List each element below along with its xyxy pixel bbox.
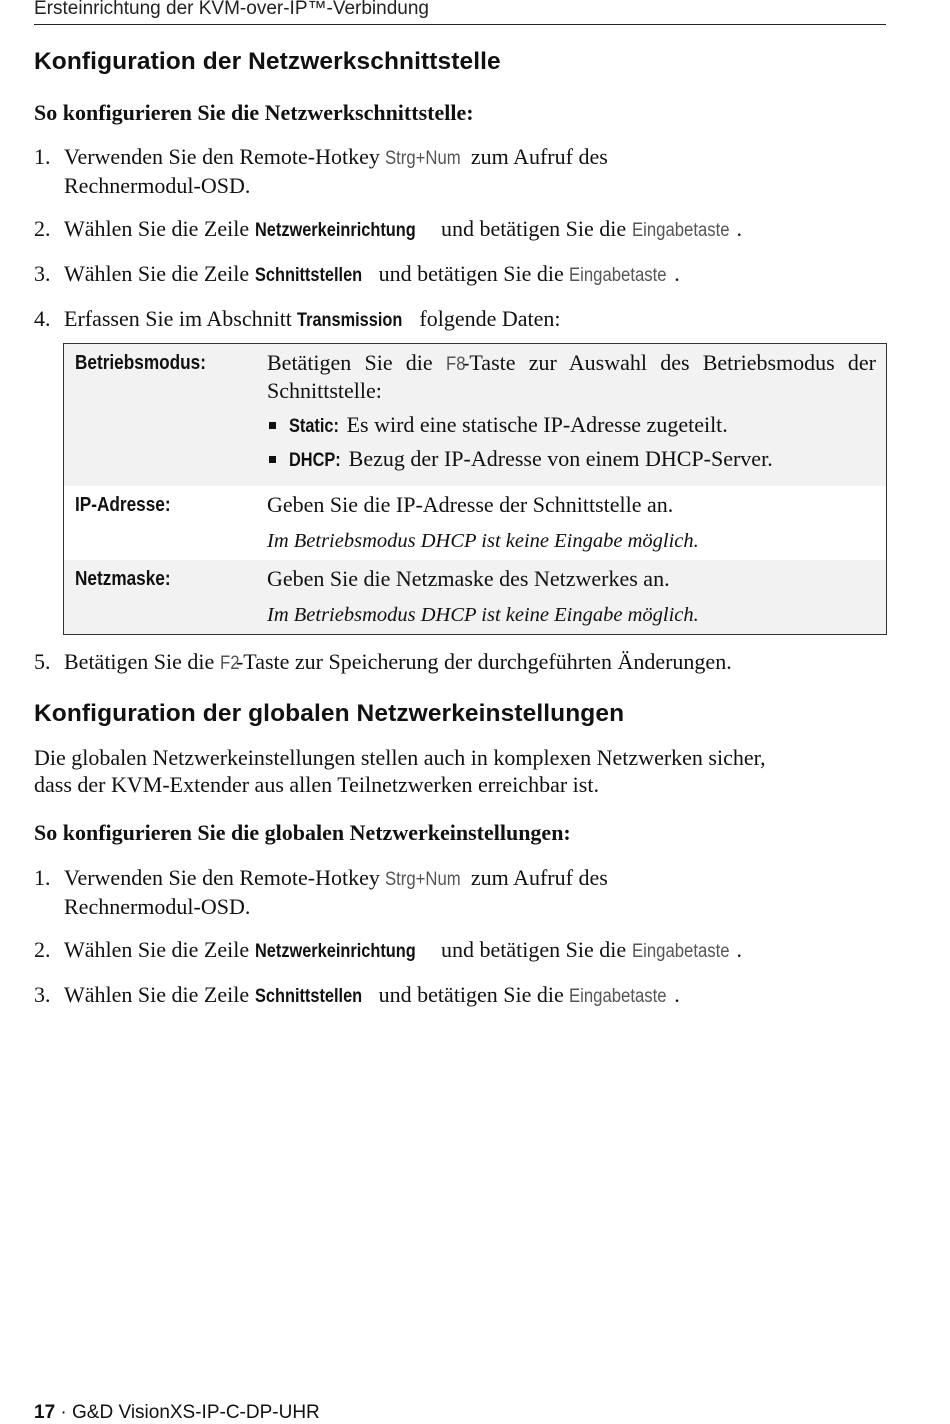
- menu-item-label: Netzwerkeinrichtung: [254, 941, 416, 962]
- table-row: [64, 560, 886, 634]
- step-text: folgende Daten:: [413, 306, 561, 331]
- table-row: [64, 344, 886, 486]
- step-text: -Taste zur Speicherung der durchgeführten Änderungen.: [235, 649, 732, 674]
- step-number: 3.: [34, 982, 51, 1007]
- step-list: [34, 143, 886, 350]
- step-text: Rechnermodul-OSD.: [64, 173, 251, 198]
- step-text: .: [674, 982, 680, 1007]
- paragraph-line: Die globalen Netzwerkeinstellungen stellen auch in komplexen Netzwerken sicher,: [34, 745, 766, 770]
- table-row: [64, 486, 886, 560]
- parameter-description: [255, 486, 886, 560]
- step-text: .: [674, 261, 680, 286]
- parameter-description: [255, 560, 886, 634]
- step-text: zum Aufruf des: [465, 144, 608, 169]
- parameter-label: Netzmaske:: [75, 568, 171, 590]
- step-text: und betätigen Sie die: [435, 216, 632, 241]
- key-label: Eingabetaste: [569, 265, 667, 286]
- step-item: [34, 260, 886, 289]
- step-item: [34, 215, 886, 244]
- step-text: Wählen Sie die Zeile: [64, 261, 255, 286]
- intro-paragraph: [34, 744, 886, 798]
- step-item: [34, 305, 886, 334]
- step-number: 2.: [34, 937, 51, 962]
- section-heading: Konfiguration der globalen Netzwerkeinstellungen: [34, 700, 625, 727]
- parameter-label: IP-Adresse:: [75, 494, 171, 516]
- step-number: 1.: [34, 144, 51, 169]
- step-item: [34, 936, 886, 965]
- step-number: 4.: [34, 306, 51, 331]
- hotkey-label: Strg+Num: [385, 869, 462, 890]
- step-text: Rechnermodul-OSD.: [64, 894, 251, 919]
- step-text: Verwenden Sie den Remote-Hotkey: [64, 144, 386, 169]
- step-text: und betätigen Sie die: [373, 261, 570, 286]
- step-text: Wählen Sie die Zeile: [64, 216, 255, 241]
- running-title: Ersteinrichtung der KVM-over-IP™-Verbindung: [34, 0, 429, 19]
- page-number: 17: [34, 1402, 56, 1423]
- step-text: zum Aufruf des: [465, 865, 608, 890]
- description-text: -Taste zur Auswahl des Betriebsmodus der Schnittstelle:: [267, 350, 876, 403]
- step-list: [34, 864, 886, 1026]
- option-text: Es wird eine statische IP-Adresse zugeteilt.: [341, 412, 728, 437]
- parameter-table: [63, 343, 887, 635]
- procedure-heading: So konfigurieren Sie die Netzwerkschnittstelle:: [34, 100, 474, 125]
- step-number: 2.: [34, 216, 51, 241]
- option-text: Bezug der IP-Adresse von einem DHCP-Server.: [343, 446, 773, 471]
- footer-separator: ·: [55, 1402, 73, 1423]
- step-text: und betätigen Sie die: [435, 937, 632, 962]
- paragraph-line: dass der KVM-Extender aus allen Teilnetzwerken erreichbar ist.: [34, 772, 599, 797]
- step-number: 5.: [34, 649, 51, 674]
- product-name: G&D VisionXS-IP-C-DP-UHR: [72, 1402, 320, 1423]
- description-text: Geben Sie die Netzmaske des Netzwerkes an.: [267, 566, 670, 591]
- option-list: [267, 412, 876, 474]
- description-text: Geben Sie die IP-Adresse der Schnittstelle an.: [267, 492, 674, 517]
- section-heading: Konfiguration der Netzwerkschnittstelle: [34, 48, 501, 75]
- key-label: Eingabetaste: [631, 220, 730, 241]
- step-text: .: [736, 937, 743, 962]
- section-label: Transmission: [297, 310, 403, 331]
- step-text: .: [736, 216, 743, 241]
- step-list: [34, 648, 886, 693]
- step-item: [34, 981, 886, 1010]
- note-text: Im Betriebsmodus DHCP ist keine Eingabe möglich.: [267, 530, 699, 552]
- menu-item-label: Schnittstellen: [254, 265, 362, 286]
- parameter-label: Betriebsmodus:: [75, 352, 206, 374]
- list-item: [267, 412, 876, 440]
- step-text: und betätigen Sie die: [373, 982, 570, 1007]
- step-text: Wählen Sie die Zeile: [64, 982, 255, 1007]
- parameter-description: [255, 344, 886, 486]
- option-label: Static:: [289, 416, 339, 437]
- running-header: [34, 0, 886, 25]
- step-number: 3.: [34, 261, 51, 286]
- step-text: Betätigen Sie die: [64, 649, 220, 674]
- step-text: Wählen Sie die Zeile: [64, 937, 255, 962]
- list-item: [267, 446, 876, 474]
- page-footer: [34, 1402, 320, 1424]
- menu-item-label: Schnittstellen: [254, 986, 362, 1007]
- step-item: [34, 143, 886, 199]
- note-text: Im Betriebsmodus DHCP ist keine Eingabe möglich.: [267, 604, 699, 626]
- key-label: F8: [445, 354, 466, 375]
- key-label: F2: [219, 653, 240, 674]
- key-label: Eingabetaste: [631, 941, 730, 962]
- step-item: [34, 864, 886, 920]
- key-label: Eingabetaste: [569, 986, 667, 1007]
- menu-item-label: Netzwerkeinrichtung: [254, 220, 416, 241]
- hotkey-label: Strg+Num: [385, 148, 462, 169]
- step-item: [34, 648, 886, 677]
- option-label: DHCP:: [289, 450, 341, 471]
- step-text: Verwenden Sie den Remote-Hotkey: [64, 865, 386, 890]
- step-text: Erfassen Sie im Abschnitt: [64, 306, 298, 331]
- procedure-heading: So konfigurieren Sie die globalen Netzwerkeinstellungen:: [34, 820, 571, 845]
- step-number: 1.: [34, 865, 51, 890]
- description-text: Betätigen Sie die: [267, 350, 446, 375]
